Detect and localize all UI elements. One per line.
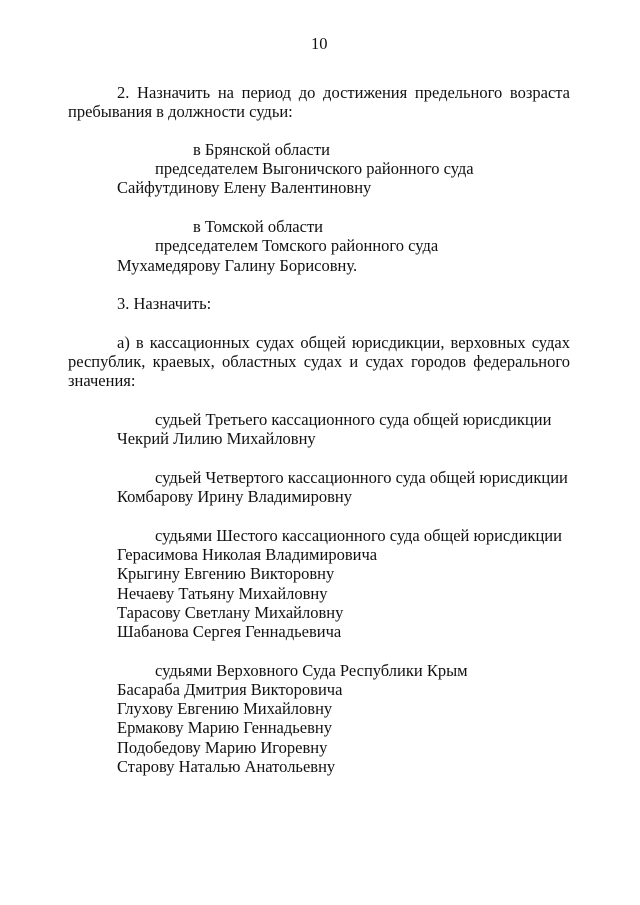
tomsk-appointee-name: Мухамедярову Галину Борисовну. bbox=[117, 256, 358, 275]
appointee-name: Герасимова Николая Владимировича bbox=[117, 545, 378, 564]
tomsk-position: председателем Томского районного суда bbox=[155, 236, 439, 255]
appointee-name: Подобедову Марию Игоревну bbox=[117, 738, 328, 757]
appointee-name: Чекрий Лилию Михайловну bbox=[117, 429, 316, 448]
group-heading-sixth-cassation: судьями Шестого кассационного суда общей юрисдикции bbox=[155, 526, 562, 545]
page-number: 10 bbox=[311, 34, 328, 53]
item3a-text-line1: а) в кассационных судах общей юрисдикции, верховных судах bbox=[117, 333, 570, 352]
appointee-name: Глухову Евгению Михайловну bbox=[117, 699, 333, 718]
appointee-name: Старову Наталью Анатольевну bbox=[117, 757, 336, 776]
appointee-name: Нечаеву Татьяну Михайловну bbox=[117, 584, 328, 603]
appointee-name: Комбарову Ирину Владимировну bbox=[117, 487, 353, 506]
bryansk-region: в Брянской области bbox=[193, 140, 330, 159]
item2-text-line2: пребывания в должности судьи: bbox=[68, 102, 293, 121]
group-heading-fourth-cassation: судьей Четвертого кассационного суда общей юрисдикции bbox=[155, 468, 568, 487]
appointee-name: Крыгину Евгению Викторовну bbox=[117, 564, 335, 583]
bryansk-position: председателем Выгоничского районного суда bbox=[155, 159, 474, 178]
item3-heading: 3. Назначить: bbox=[117, 294, 212, 313]
appointee-name: Ермакову Марию Геннадьевну bbox=[117, 718, 332, 737]
tomsk-region: в Томской области bbox=[193, 217, 323, 236]
item3a-text-line3: значения: bbox=[68, 371, 136, 390]
group-heading-crimea-supreme-court: судьями Верховного Суда Республики Крым bbox=[155, 661, 468, 680]
item3a-text-line2: республик, краевых, областных судах и судах городов федерального bbox=[68, 352, 570, 371]
item2-text-line1: 2. Назначить на период до достижения предельного возраста bbox=[117, 83, 570, 102]
appointee-name: Шабанова Сергея Геннадьевича bbox=[117, 622, 342, 641]
appointee-name: Басараба Дмитрия Викторовича bbox=[117, 680, 343, 699]
group-heading-third-cassation: судьей Третьего кассационного суда общей юрисдикции bbox=[155, 410, 552, 429]
bryansk-appointee-name: Сайфутдинову Елену Валентиновну bbox=[117, 178, 372, 197]
appointee-name: Тарасову Светлану Михайловну bbox=[117, 603, 344, 622]
